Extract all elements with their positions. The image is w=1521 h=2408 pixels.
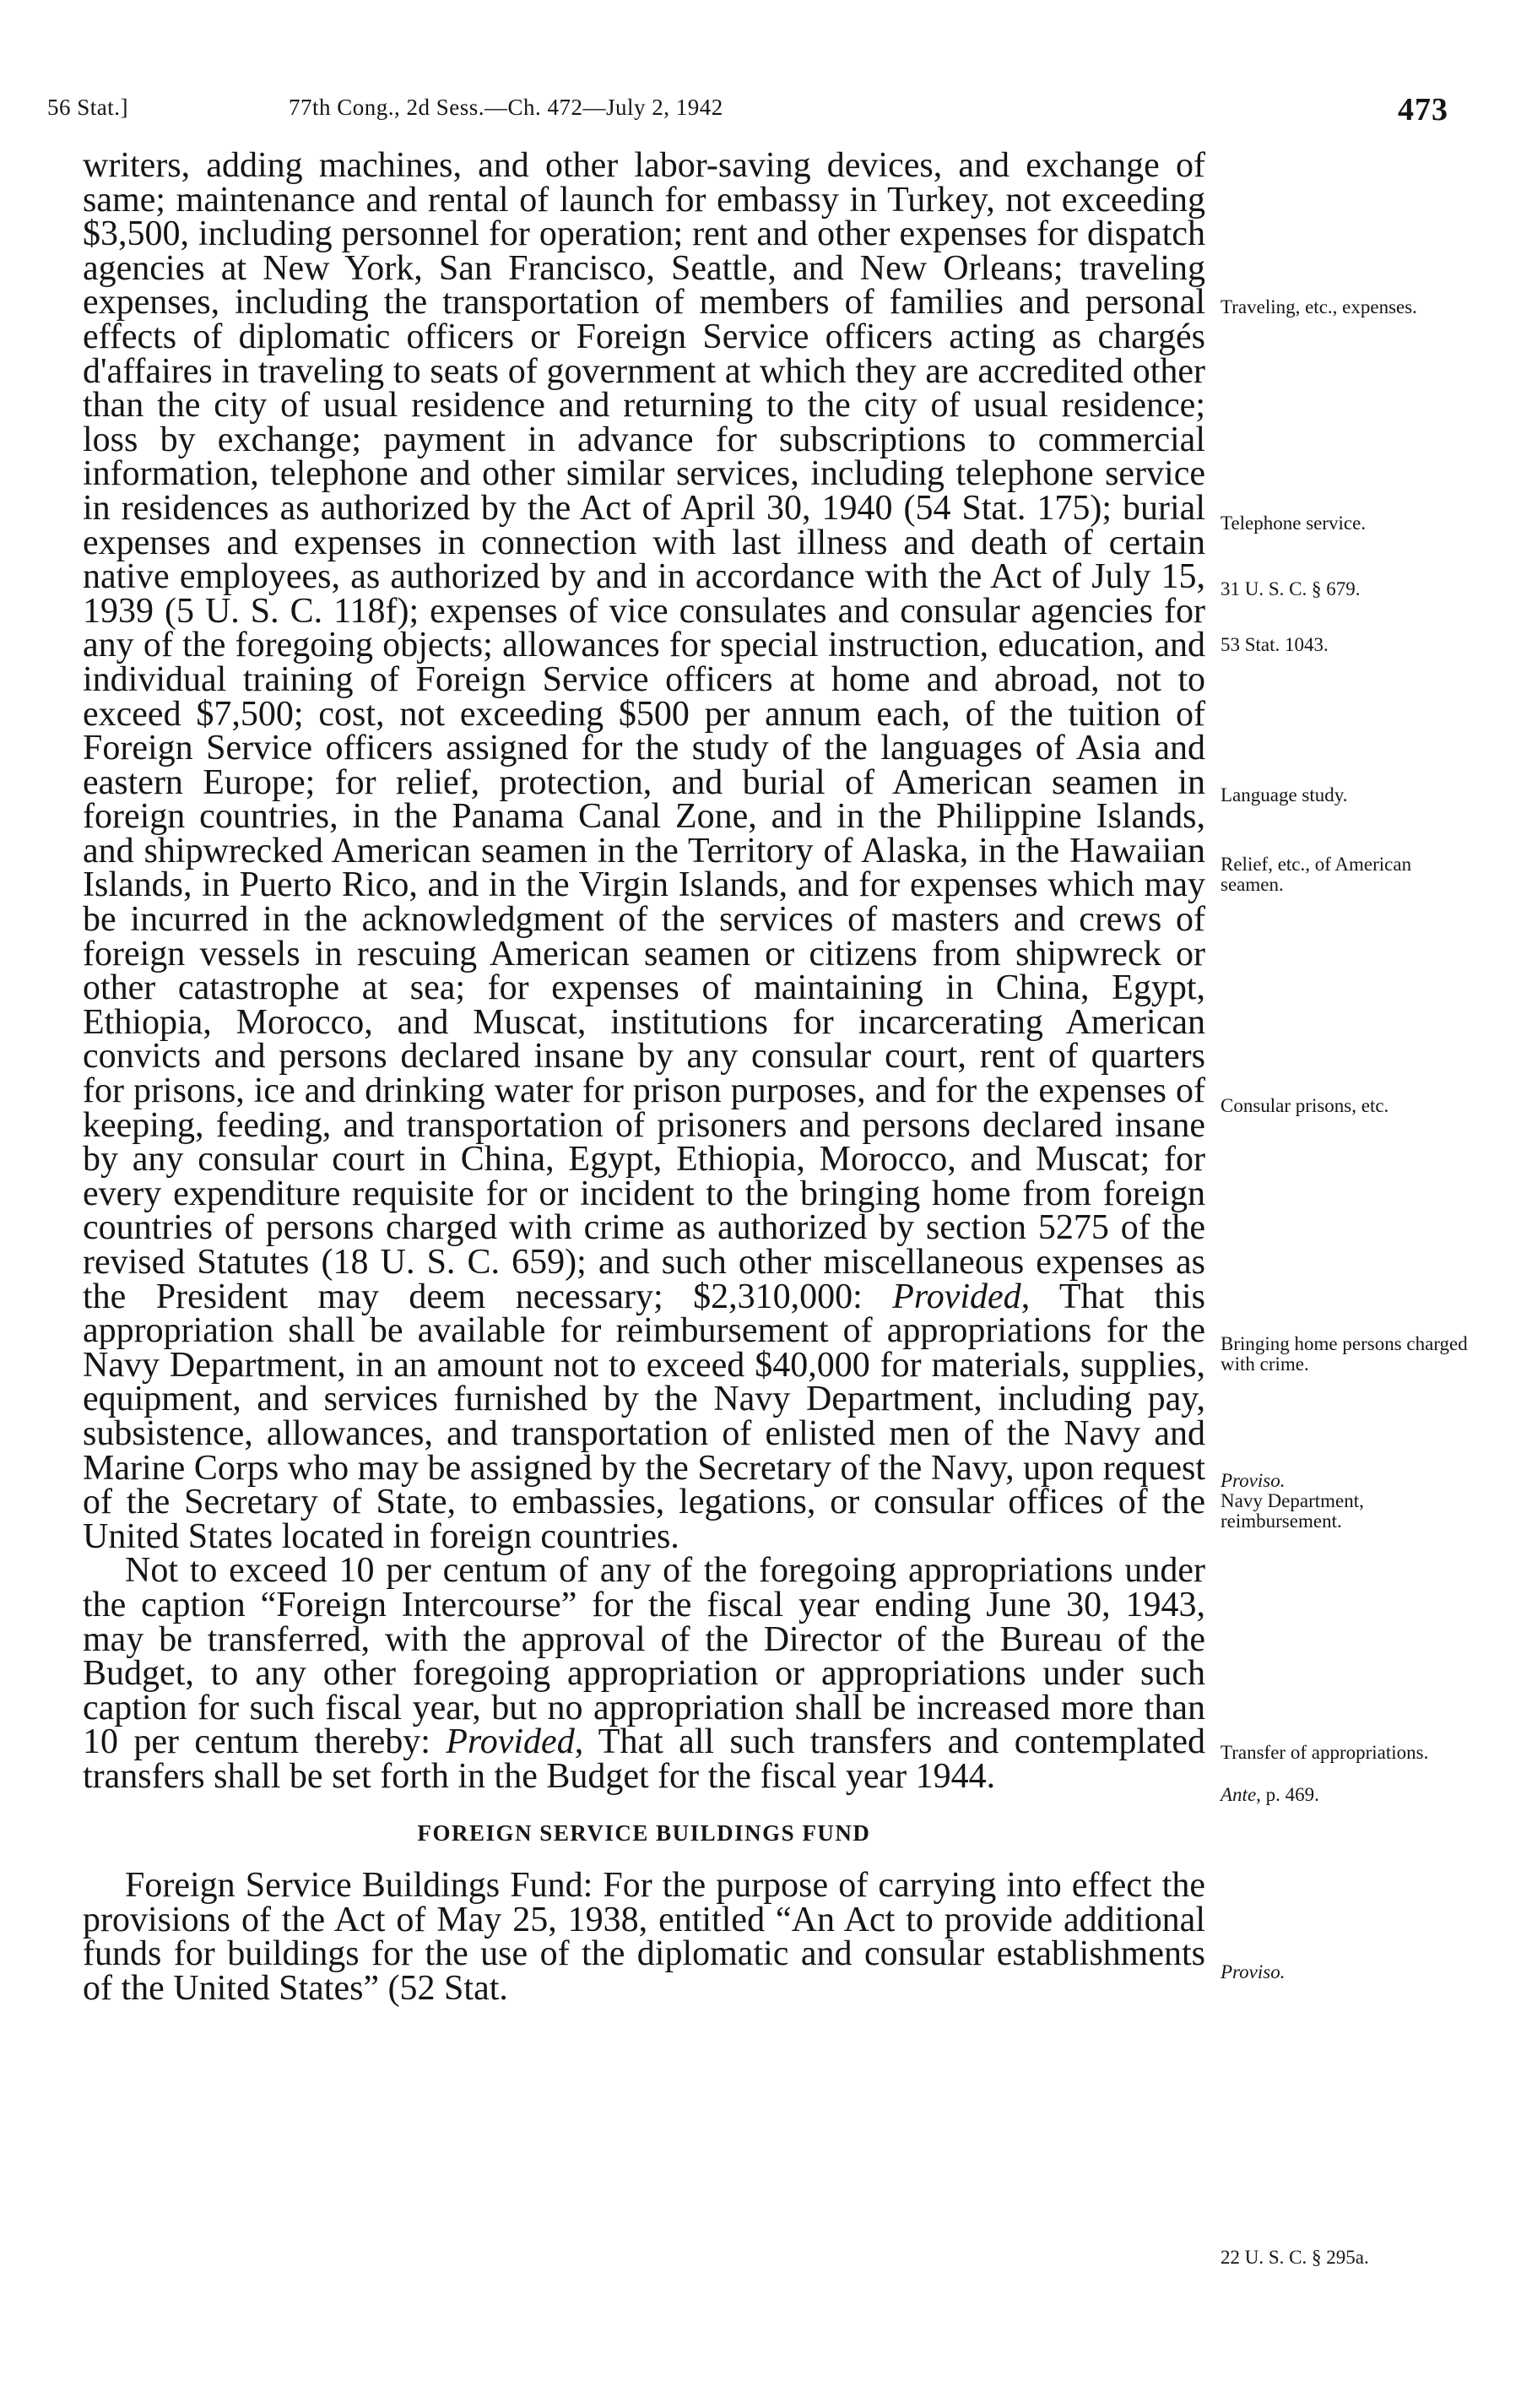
margin-note-consular-prisons: Consular prisons, etc. [1221,1095,1389,1116]
margin-note-ante [1221,1785,1474,1805]
margin-note-usc-295a: 22 U. S. C. § 295a. [1221,2247,1369,2268]
proviso-label: Proviso. [1221,1961,1286,1982]
session-chapter-date: 77th Cong., 2d Sess.—Ch. 472—July 2, 1942 [289,95,723,120]
proviso-word: Provided [892,1277,1021,1316]
margin-note-relief: Relief, etc., of American seamen. [1221,854,1412,895]
proviso-label: Proviso. [1221,1470,1286,1491]
margin-note-usc-679: 31 U. S. C. § 679. [1221,578,1361,599]
page-number: 473 [1398,92,1448,127]
margin-note-transfer: Transfer of appropriations. [1221,1742,1429,1763]
margin-note-bringing-home: Bringing home persons charged with crime. [1221,1333,1468,1375]
ante-reference: , p. 469. [1256,1784,1319,1805]
margin-note-telephone: Telephone service. [1221,513,1367,534]
margin-note-stat-1043: 53 Stat. 1043. [1221,634,1329,655]
paragraph-transfers-proviso-text: , That all such transfers and contemplated transfers shall be set forth in the Budget for the fiscal year 1944. [83,1722,1205,1796]
paragraph-transfers [83,1551,1205,1796]
paragraph-buildings-fund: Foreign Service Buildings Fund: For the purpose of carrying into effect the provisions of the Act of May 25, 1938, entitled “An Act to provide additional funds for buildings for the use of the diplomatic and consular establishments of the United States” (52 Stat. [83,1866,1205,2008]
margin-note-proviso [1221,1471,1474,1491]
paragraph-appropriations [83,146,1206,1556]
paragraph-appropriations-text: writers, adding machines, and other labor-saving devices, and exchange of same; maintenance and rental of launch for embassy in Turkey, not exceeding $3,500, including personnel for operation; rent and other expenses for dispatch agencies at New York, San Francisco, Seattle, and New Orleans; traveling expenses, including the transportation of members of families and personal effects of diplomatic officers or Foreign Service officers acting as chargés d'affaires in traveling to seats of government at which they are accredited other than the city of usual residence and returning to the city of usual residence; loss by exchange; payment in advance for subscriptions to commercial information, telephone and other similar services, including telephone service in residences as authorized by the Act of April 30, 1940 (54 Stat. 175); burial expenses and expenses in connection with last illness and death of certain native employees, as authorized by and in accordance with the Act of July 15, 1939 (5 U. S. C. 118f); expenses of vice consulates and consular agencies for any of the foregoing objects; allowances for special instruction, education, and individual training of Foreign Service officers at home and abroad, not to exceed $7,500; cost, not exceeding $500 per annum each, of the tuition of Foreign Service officers assigned for the study of the languages of Asia and eastern Europe; for relief, protection, and burial of American seamen in foreign countries, in the Panama Canal Zone, and in the Philippine Islands, and shipwrecked American seamen in the Territory of Alaska, in the Hawaiian Islands, in Puerto Rico, and in the Virgin Islands, and for expenses which may be incurred in the acknowledgment of the services of masters and crews of foreign vessels in rescuing American seamen or citizens from shipwreck or other catastrophe at sea; for expenses of maintaining in China, Egypt, Ethiopia, Morocco, and Muscat, institutions for incarcerating American convicts and persons declared insane by any consular court, rent of quarters for prisons, ice and drinking water for prison purposes, and for the expenses of keeping, feeding, and transportation of prisoners and persons declared insane by any consular court in China, Egypt, Ethiopia, Morocco, and Muscat; for every expenditure requisite for or incident to the bringing home from foreign countries of persons charged with crime as authorized by section 5275 of the revised Statutes (18 U. S. C. 659); and such other miscellaneous expenses as the President may deem necessary; $2,310,000: [83,146,1205,1316]
running-header [47,91,1448,125]
section-heading: FOREIGN SERVICE BUILDINGS FUND [417,1820,871,1846]
paragraph-appropriations-proviso-text: , That this appropriation shall be available for reimbursement of appropriations for the Navy Department, in an amount not to exceed $40,000 for materials, supplies, equipment, and services furnished by the Navy Department, including pay, subsistence, allowances, and transportation of enlisted men of the Navy and Marine Corps who may be assigned by the Secretary of the Navy, upon request of the Secretary of State, to embassies, legations, or consular offices of the United States located in foreign countries. [83,1277,1206,1556]
margin-note-proviso-2 [1221,1962,1474,1982]
margin-note-traveling: Traveling, etc., expenses. [1221,296,1417,317]
margin-note-language: Language study. [1221,784,1348,805]
ante-label: Ante [1221,1784,1257,1805]
volume-reference: 56 Stat.] [47,95,128,120]
paragraph-transfers-text: Not to exceed 10 per centum of any of the foregoing appropriations under the caption “Foreign Intercourse” for the fiscal year ending June 30, 1943, may be transferred, with the approval of the Director of the Bureau of the Budget, to any other foregoing appropriation or appropriations under such caption for such fiscal year, but no appropriation shall be increased more than 10 per centum thereby: [83,1551,1205,1762]
margin-note-navy: Navy Department, reimbursement. [1221,1490,1364,1532]
proviso-word: Provided [446,1722,575,1762]
main-text-column [83,146,1206,2008]
